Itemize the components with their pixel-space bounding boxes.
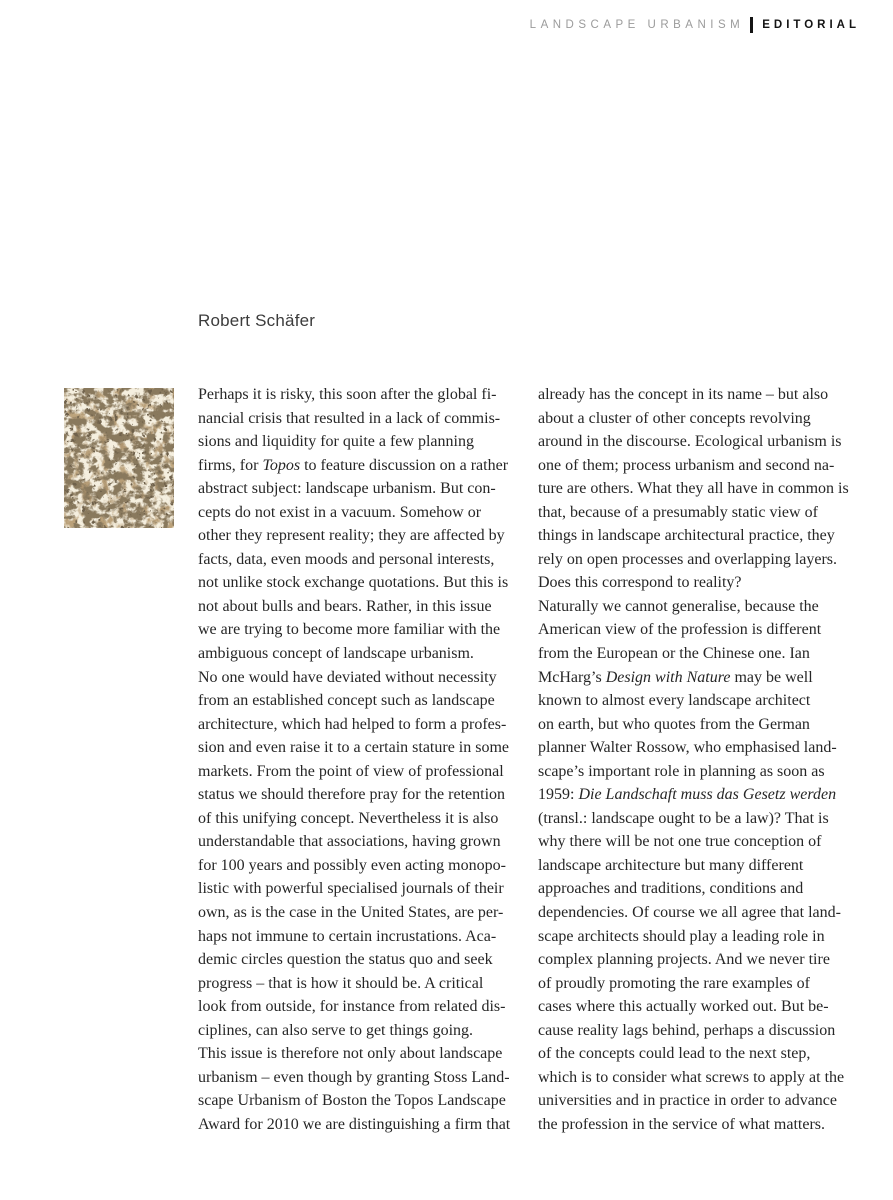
text-line: American view of the profession is different [538, 621, 822, 639]
text-line: from the European or the Chinese one. Ian [538, 645, 810, 663]
text-line: haps not immune to certain incrustations. Aca- [198, 927, 497, 945]
text-line: about a cluster of other concepts revolving [538, 409, 811, 427]
text-line: the profession in the service of what matters. [538, 1115, 826, 1133]
text-line: markets. From the point of view of professional [198, 762, 504, 780]
text-line: landscape architecture but many different [538, 856, 804, 874]
text-line: abstract subject: landscape urbanism. But con- [198, 480, 496, 498]
text-line: approaches and traditions, conditions and [538, 880, 804, 898]
text-line: that, because of a presumably static view of [538, 503, 818, 521]
magazine-brand-label: LANDSCAPE URBANISM [529, 19, 745, 31]
text-line: of proudly promoting the rare examples of [538, 974, 810, 992]
text-line: of the concepts could lead to the next step, [538, 1045, 811, 1063]
text-line: ambiguous concept of landscape urbanism. [198, 645, 474, 663]
text-line: architecture, which had helped to form a profes- [198, 715, 507, 733]
text-line: 1959: Die Landschaft muss das Gesetz werden [538, 786, 837, 804]
text-line: one of them; process urbanism and second na- [538, 456, 835, 474]
text-line: things in landscape architectural practice, they [538, 527, 835, 545]
texture-thumbnail-image [64, 388, 174, 528]
article-column-left [198, 383, 522, 1137]
text-line: look from outside, for instance from related dis- [198, 998, 506, 1016]
text-line: cepts do not exist in a vacuum. Somehow or [198, 503, 482, 521]
text-line: cause reality lags behind, perhaps a discussion [538, 1021, 836, 1039]
text-line: No one would have deviated without necessity [198, 668, 497, 686]
text-line: understandable that associations, having grown [198, 833, 501, 851]
text-line: progress – that is how it should be. A critical [198, 974, 484, 992]
text-line: listic with powerful specialised journals of their [198, 880, 504, 898]
text-line: complex planning projects. And we never tire [538, 951, 830, 969]
text-line: scape architects should play a leading role in [538, 927, 825, 945]
text-line: we are trying to become more familiar with the [198, 621, 501, 639]
text-line: Award for 2010 we are distinguishing a firm that [198, 1115, 511, 1133]
text-line: This issue is therefore not only about landscape [198, 1045, 503, 1063]
texture-photo-svg [64, 388, 174, 528]
section-label: EDITORIAL [762, 19, 860, 31]
text-line: sions and liquidity for quite a few planning [198, 433, 474, 451]
text-line: demic circles question the status quo and seek [198, 951, 493, 969]
masthead [530, 17, 860, 33]
text-line: Does this correspond to reality? [538, 574, 742, 592]
text-line: dependencies. Of course we all agree that land- [538, 904, 841, 922]
text-line: of this unifying concept. Nevertheless it is also [198, 809, 499, 827]
text-line: firms, for Topos to feature discussion on a rather [198, 456, 509, 474]
text-line: not unlike stock exchange quotations. But this is [198, 574, 509, 592]
text-line: status we should therefore pray for the retention [198, 786, 506, 804]
text-line: for 100 years and possibly even acting monopo- [198, 856, 506, 874]
text-line: why there will be not one true conception of [538, 833, 822, 851]
text-line: not about bulls and bears. Rather, in this issue [198, 597, 492, 615]
author-name: Robert Schäfer [198, 311, 316, 330]
text-line: own, as is the case in the United States, are per- [198, 904, 504, 922]
text-line: other they represent reality; they are affected by [198, 527, 505, 545]
text-line: urbanism – even though by granting Stoss Land- [198, 1068, 510, 1086]
text-line: ciplines, can also serve to get things going. [198, 1021, 474, 1039]
text-line: around in the discourse. Ecological urbanism is [538, 433, 842, 451]
text-line: scape’s important role in planning as soon as [538, 762, 825, 780]
text-line: McHarg’s Design with Nature may be well [538, 668, 813, 686]
masthead-divider [750, 17, 753, 33]
text-line: nancial crisis that resulted in a lack of commis- [198, 409, 501, 427]
text-line: from an established concept such as landscape [198, 692, 495, 710]
text-line: rely on open processes and overlapping layers. [538, 550, 838, 568]
text-line: on earth, but who quotes from the German [538, 715, 810, 733]
text-line: facts, data, even moods and personal interests, [198, 550, 495, 568]
text-line: scape Urbanism of Boston the Topos Landscape [198, 1092, 506, 1110]
text-line: Naturally we cannot generalise, because the [538, 597, 819, 615]
text-line: ture are others. What they all have in common is [538, 480, 849, 498]
text-line: which is to consider what screws to apply at the [538, 1068, 845, 1086]
text-line: (transl.: landscape ought to be a law)? That is [538, 809, 829, 827]
text-line: Perhaps it is risky, this soon after the global fi- [198, 386, 497, 403]
article-column-right [538, 383, 862, 1137]
text-line: universities and in practice in order to advance [538, 1092, 837, 1110]
text-line: already has the concept in its name – but also [538, 386, 829, 403]
text-line: cases where this actually worked out. But be- [538, 998, 829, 1016]
text-line: sion and even raise it to a certain stature in some [198, 739, 510, 757]
text-line: known to almost every landscape architect [538, 692, 811, 710]
text-line: planner Walter Rossow, who emphasised land- [538, 739, 837, 757]
